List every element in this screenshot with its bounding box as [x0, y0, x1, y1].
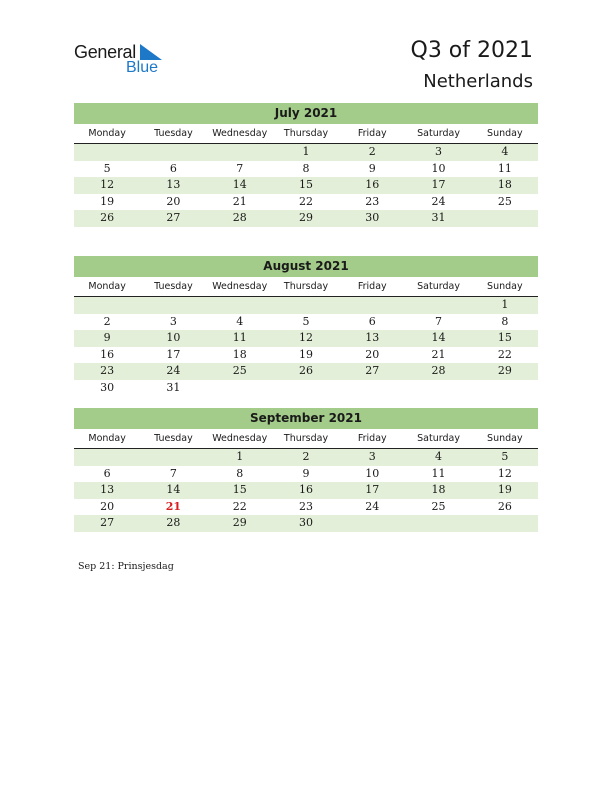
day-cell: 2: [302, 450, 310, 463]
day-cell: 9: [302, 466, 310, 480]
weekday-label: Thursday: [283, 433, 329, 444]
day-cell: 24: [365, 499, 380, 513]
holiday-day-cell: 21: [165, 499, 182, 513]
day-cell: 15: [232, 483, 247, 496]
weekday-label: Friday: [357, 433, 387, 444]
day-cell: [207, 380, 273, 397]
day-cell: 6: [103, 466, 111, 480]
day-cell: 3: [435, 145, 443, 158]
week-row: [74, 380, 538, 397]
month-title: August 2021: [74, 256, 538, 277]
day-cell: 4: [435, 450, 443, 463]
day-cell: [140, 297, 206, 314]
day-cell: 10: [431, 161, 446, 175]
weekday-label: Thursday: [283, 128, 329, 139]
week-row: [74, 210, 538, 227]
day-cell: 30: [298, 516, 313, 529]
day-cell: [140, 144, 206, 161]
day-cell: 28: [431, 364, 446, 377]
week-row: [74, 330, 538, 347]
day-cell: [74, 297, 140, 314]
day-cell: 31: [431, 211, 446, 224]
day-cell: 10: [166, 331, 181, 344]
day-cell: 9: [368, 161, 376, 175]
day-cell: 22: [232, 499, 247, 513]
month-calendar: [74, 256, 538, 396]
day-cell: 11: [431, 466, 446, 480]
day-cell: 24: [431, 194, 446, 208]
day-cell: 13: [365, 331, 380, 344]
day-cell: 1: [501, 298, 509, 311]
day-cell: 11: [232, 331, 247, 344]
day-cell: 9: [103, 331, 111, 344]
day-cell: 21: [232, 194, 247, 208]
day-cell: 20: [100, 499, 115, 513]
day-cell: 3: [368, 450, 376, 463]
weekday-label: Wednesday: [212, 128, 268, 139]
day-cell: 17: [431, 178, 446, 191]
day-cell: 15: [298, 178, 313, 191]
logo-triangle-icon: [140, 44, 162, 60]
day-cell: 13: [166, 178, 181, 191]
weekday-label: Tuesday: [154, 433, 193, 444]
logo-text-blue: Blue: [126, 59, 159, 76]
day-cell: [207, 144, 273, 161]
week-row: [74, 482, 538, 499]
day-cell: 12: [298, 331, 313, 344]
day-cell: [273, 380, 339, 397]
day-cell: 17: [166, 347, 181, 361]
week-row: [74, 297, 538, 314]
weekday-header-row: [74, 429, 538, 449]
day-cell: 22: [298, 194, 313, 208]
week-row: [74, 314, 538, 331]
day-cell: 7: [435, 314, 443, 328]
day-cell: 12: [497, 466, 512, 480]
week-row: [74, 449, 538, 466]
day-cell: 29: [497, 364, 512, 377]
day-cell: 5: [501, 450, 509, 463]
day-cell: [74, 449, 140, 466]
day-cell: 7: [236, 161, 244, 175]
day-cell: [405, 380, 471, 397]
weekday-label: Sunday: [487, 433, 523, 444]
logo-text-general: General: [74, 42, 136, 62]
holiday-note: Sep 21: Prinsjesdag: [78, 561, 174, 572]
day-cell: 5: [302, 314, 310, 328]
day-cell: 19: [497, 483, 512, 496]
day-cell: 20: [365, 347, 380, 361]
day-cell: 19: [298, 347, 313, 361]
weekday-label: Wednesday: [212, 433, 268, 444]
weekday-label: Thursday: [283, 281, 329, 292]
day-cell: 28: [232, 211, 247, 224]
weekday-label: Saturday: [417, 281, 460, 292]
day-cell: 14: [166, 483, 181, 496]
day-cell: 23: [298, 499, 313, 513]
day-cell: [339, 297, 405, 314]
generalblue-logo: [74, 42, 174, 78]
weekday-label: Saturday: [417, 128, 460, 139]
day-cell: 31: [166, 380, 181, 394]
day-cell: 8: [501, 314, 509, 328]
day-cell: 2: [368, 145, 376, 158]
weekday-label: Monday: [88, 281, 126, 292]
day-cell: 2: [103, 314, 111, 328]
week-row: [74, 144, 538, 161]
day-cell: [339, 515, 405, 532]
week-row: [74, 515, 538, 532]
month-title: September 2021: [74, 408, 538, 429]
weekday-label: Friday: [357, 281, 387, 292]
week-row: [74, 363, 538, 380]
day-cell: 21: [431, 347, 446, 361]
weekday-label: Sunday: [487, 281, 523, 292]
month-title: July 2021: [74, 103, 538, 124]
month-calendar: [74, 408, 538, 532]
week-row: [74, 466, 538, 483]
weekday-header-row: [74, 124, 538, 144]
week-row: [74, 347, 538, 364]
day-cell: 14: [232, 178, 247, 191]
country-name: Netherlands: [423, 71, 533, 92]
day-cell: 6: [169, 161, 177, 175]
day-cell: 27: [365, 364, 380, 377]
day-cell: 18: [431, 483, 446, 496]
day-cell: 24: [166, 364, 181, 377]
day-cell: 29: [232, 516, 247, 529]
day-cell: 15: [497, 331, 512, 344]
weekday-label: Wednesday: [212, 281, 268, 292]
day-cell: 16: [298, 483, 313, 496]
day-cell: 16: [365, 178, 380, 191]
day-cell: 18: [497, 178, 512, 191]
day-cell: 30: [365, 211, 380, 224]
day-cell: [472, 515, 538, 532]
day-cell: 26: [497, 499, 512, 513]
day-cell: 8: [236, 466, 244, 480]
day-cell: 23: [100, 364, 115, 377]
day-cell: 22: [497, 347, 512, 361]
day-cell: [339, 380, 405, 397]
week-row: [74, 177, 538, 194]
day-cell: 27: [100, 516, 115, 529]
day-cell: 25: [431, 499, 446, 513]
month-calendar: [74, 103, 538, 227]
week-row: [74, 194, 538, 211]
day-cell: [140, 449, 206, 466]
day-cell: 13: [100, 483, 115, 496]
weekday-label: Monday: [88, 128, 126, 139]
day-cell: 7: [169, 466, 177, 480]
day-cell: 28: [166, 516, 181, 529]
day-cell: 29: [298, 211, 313, 224]
day-cell: 17: [365, 483, 380, 496]
day-cell: 11: [497, 161, 512, 175]
day-cell: 26: [298, 364, 313, 377]
week-row: [74, 161, 538, 178]
day-cell: 14: [431, 331, 446, 344]
day-cell: [405, 297, 471, 314]
day-cell: [74, 144, 140, 161]
week-row: [74, 499, 538, 516]
day-cell: 18: [232, 347, 247, 361]
day-cell: [472, 380, 538, 397]
day-cell: 5: [103, 161, 111, 175]
day-cell: [273, 297, 339, 314]
day-cell: 20: [166, 194, 181, 208]
day-cell: 6: [368, 314, 376, 328]
day-cell: 23: [365, 194, 380, 208]
day-cell: 1: [302, 145, 310, 158]
day-cell: 25: [497, 194, 512, 208]
weekday-label: Tuesday: [154, 128, 193, 139]
day-cell: 27: [166, 211, 181, 224]
day-cell: 4: [501, 145, 509, 158]
day-cell: 30: [100, 380, 115, 394]
day-cell: 10: [365, 466, 380, 480]
day-cell: 12: [100, 178, 115, 191]
day-cell: 4: [236, 314, 244, 328]
day-cell: 19: [100, 194, 115, 208]
day-cell: 8: [302, 161, 310, 175]
weekday-label: Monday: [88, 433, 126, 444]
day-cell: 1: [236, 450, 244, 463]
day-cell: 3: [169, 314, 177, 328]
day-cell: 16: [100, 347, 115, 361]
weekday-label: Sunday: [487, 128, 523, 139]
weekday-label: Saturday: [417, 433, 460, 444]
day-cell: [405, 515, 471, 532]
weekday-header-row: [74, 277, 538, 297]
weekday-label: Friday: [357, 128, 387, 139]
day-cell: 25: [232, 364, 247, 377]
day-cell: [207, 297, 273, 314]
day-cell: 26: [100, 211, 115, 224]
page-title: Q3 of 2021: [410, 38, 533, 63]
weekday-label: Tuesday: [154, 281, 193, 292]
day-cell: [472, 210, 538, 227]
